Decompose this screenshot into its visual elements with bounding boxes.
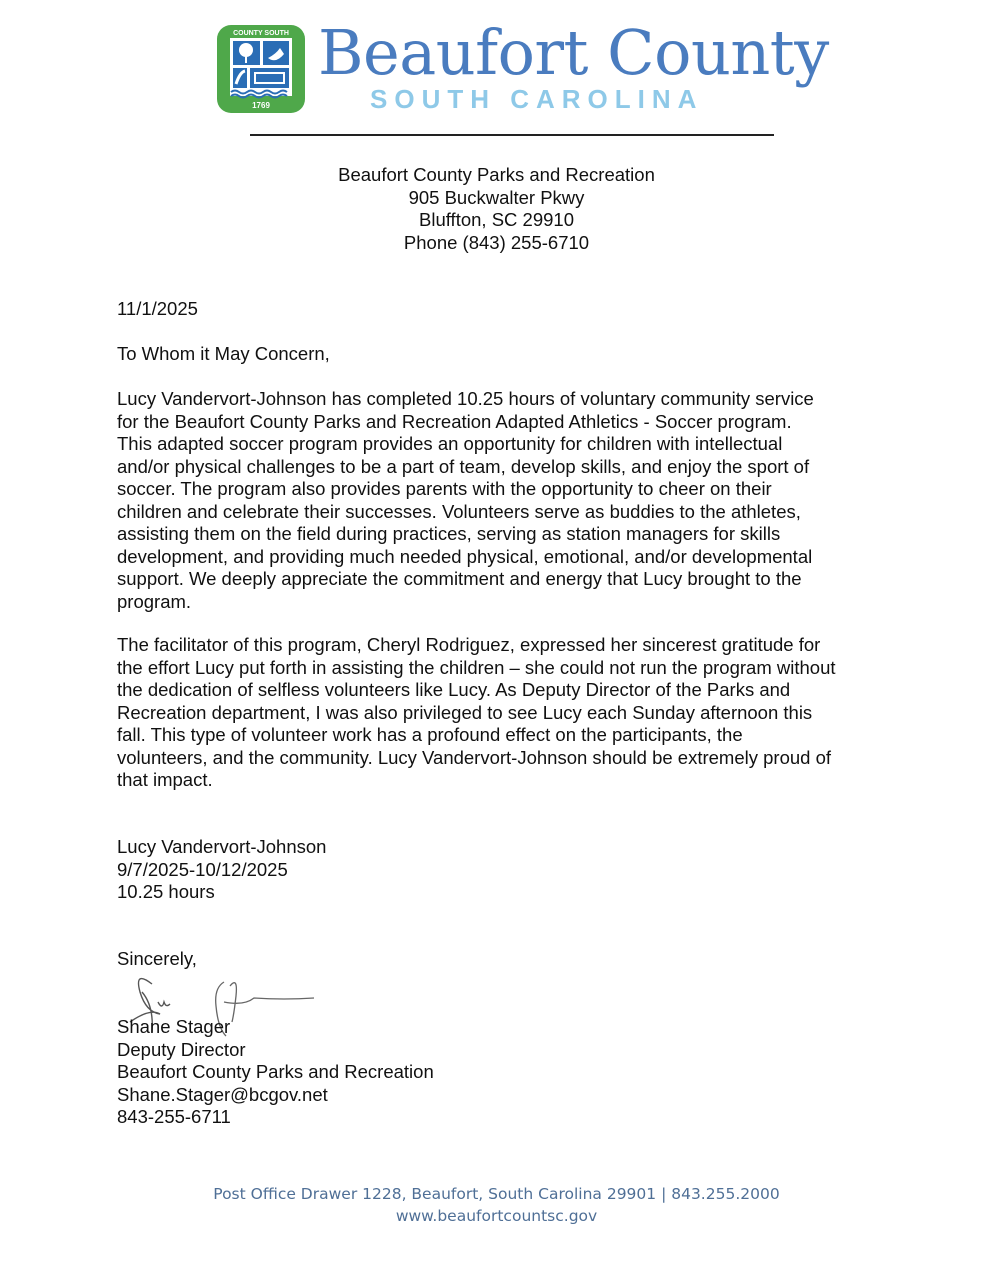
paragraph-line: children and celebrate their successes. Volunteers serve as buddies to the athletes, — [117, 500, 801, 522]
letterhead — [214, 16, 829, 118]
sender-org: Beaufort County Parks and Recreation — [338, 164, 655, 185]
signer-title: Deputy Director — [117, 1038, 246, 1060]
paragraph-line: support. We deeply appreciate the commitment and energy that Lucy brought to the — [117, 568, 802, 589]
paragraph-line: and/or physical challenges to be a part of team, develop skills, and enjoy the sport of — [117, 455, 810, 477]
paragraph-line: Recreation department, I was also privileged to see Lucy each Sunday afternoon this — [117, 701, 813, 723]
page-footer — [0, 1183, 993, 1227]
svg-text:COUNTY SOUTH: COUNTY SOUTH — [233, 30, 289, 37]
body-paragraph-1 — [117, 388, 887, 613]
letterhead-divider — [250, 134, 774, 136]
paragraph-line: the dedication of selfless volunteers like Lucy. As Deputy Director of the Parks and — [117, 679, 791, 700]
paragraph-line: soccer. The program also provides parents with the opportunity to cheer on their — [117, 478, 772, 499]
signer-email: Shane.Stager@bcgov.net — [117, 1083, 328, 1105]
summary-date-range: 9/7/2025-10/12/2025 — [117, 858, 288, 880]
paragraph-line: fall. This type of volunteer work has a profound effect on the participants, the — [117, 724, 743, 745]
closing: Sincerely, — [117, 948, 197, 969]
paragraph-line: development, and providing much needed physical, emotional, and/or developmental — [117, 545, 813, 567]
body-paragraph-2 — [117, 634, 887, 792]
sender-address-block — [0, 164, 993, 254]
signer-department: Beaufort County Parks and Recreation — [117, 1061, 434, 1082]
paragraph-line: that impact. — [117, 769, 213, 790]
paragraph-line: The facilitator of this program, Cheryl Rodriguez, expressed her sincerest gratitude for — [117, 634, 821, 655]
seal-year: 1769 — [252, 101, 270, 110]
paragraph-line: volunteers, and the community. Lucy Vandervort-Johnson should be extremely proud of — [117, 746, 832, 768]
brand-subtitle: SOUTH CAROLINA — [370, 84, 704, 114]
sender-phone: Phone (843) 255-6710 — [403, 231, 590, 253]
summary-volunteer-name: Lucy Vandervort-Johnson — [117, 836, 327, 857]
signer-phone: 843-255-6711 — [117, 1106, 231, 1127]
paragraph-line: program. — [117, 590, 192, 612]
footer-website: www.beaufortcountsc.gov — [395, 1207, 598, 1225]
paragraph-line: for the Beaufort County Parks and Recreation Adapted Athletics - Soccer program. — [117, 410, 792, 432]
paragraph-line: assisting them on the field during practices, serving as station managers for skills — [117, 523, 781, 544]
signer-name: Shane Stager — [117, 1016, 231, 1037]
summary-hours: 10.25 hours — [117, 881, 215, 902]
sender-street: 905 Buckwalter Pkwy — [408, 186, 585, 208]
county-seal-logo — [216, 24, 306, 114]
sender-city: Bluffton, SC 29910 — [419, 209, 574, 230]
letter-date: 11/1/2025 — [117, 298, 198, 319]
paragraph-line: This adapted soccer program provides an opportunity for children with intellectual — [117, 433, 783, 454]
paragraph-line: Lucy Vandervort-Johnson has completed 10.25 hours of voluntary community service — [117, 388, 814, 409]
footer-address: Post Office Drawer 1228, Beaufort, South Carolina 29901 | 843.255.2000 — [213, 1185, 780, 1203]
brand-title: Beaufort County — [318, 16, 829, 89]
paragraph-line: the effort Lucy put forth in assisting the children – she could not run the program without — [117, 656, 836, 678]
service-summary — [117, 836, 887, 904]
signer-block — [117, 1016, 887, 1129]
salutation: To Whom it May Concern, — [117, 343, 330, 364]
